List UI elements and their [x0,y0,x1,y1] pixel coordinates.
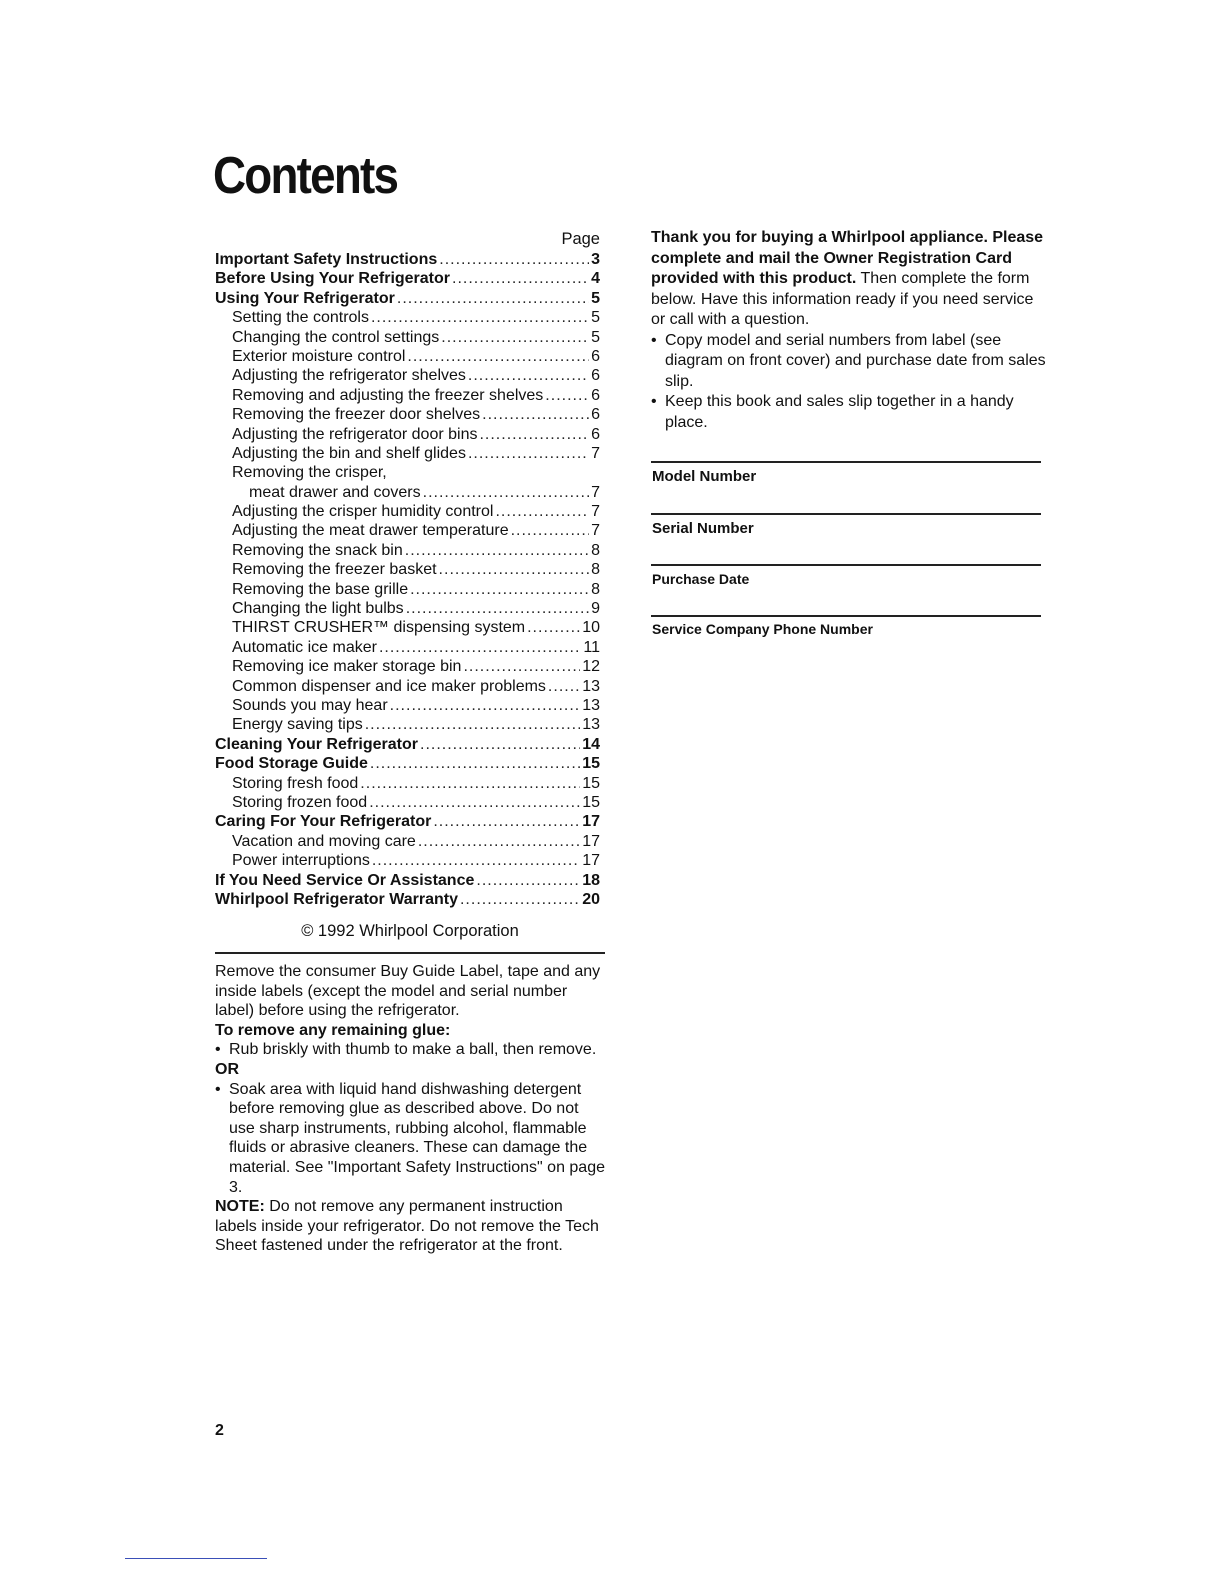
bullet-icon: • [215,1080,221,1098]
toc-leader-dots [439,560,590,579]
toc-entry-label: Changing the light bulbs [232,600,404,618]
toc-entry-page: 17 [582,852,600,870]
toc-entry-page: 7 [591,444,600,462]
toc-entry-page: 6 [591,347,600,365]
toc-entry-page: 6 [591,367,600,385]
toc-leader-dots [433,812,580,831]
toc-entry-label: Removing ice maker storage bin [232,658,462,676]
toc-entry-page: 20 [582,890,600,908]
toc-leader-dots [468,444,589,463]
toc-entry-page: 5 [591,309,600,327]
purchase-date-label: Purchase Date [652,571,750,587]
toc-leader-dots [460,890,580,909]
toc-entry-page: 18 [582,871,600,889]
registration-info [651,228,1046,433]
toc-entry-label: Removing the snack bin [232,541,403,559]
toc-leader-dots [452,269,589,288]
registration-intro [651,228,1046,331]
toc-entry-page: 6 [591,406,600,424]
toc-entry-page: 15 [582,774,600,792]
toc-entry [215,696,600,715]
toc-leader-dots [548,677,580,696]
service-phone-label: Service Company Phone Number [652,621,873,637]
toc-entry [215,463,600,482]
toc-entry [215,269,600,288]
glue-heading: To remove any remaining glue: [215,1021,451,1039]
toc-entry-label: Before Using Your Refrigerator [215,270,451,288]
toc-entry [215,715,600,734]
registration-bullet-2 [651,392,1046,433]
toc-leader-dots [407,347,589,366]
glue-bullet-2 [215,1080,607,1198]
toc-entry-label: Common dispenser and ice maker problems [232,677,546,695]
toc-entry [215,289,600,308]
toc-entry [215,521,600,540]
toc-entry [215,366,600,385]
toc-entry-label: Adjusting the refrigerator shelves [232,367,466,385]
toc-list [215,250,600,909]
toc-leader-dots [405,541,589,560]
toc-entry-page: 8 [591,561,600,579]
toc-entry [215,793,600,812]
toc-entry-label: Caring For Your Refrigerator [215,813,432,831]
toc-entry [215,618,600,637]
toc-entry-page: 6 [591,386,600,404]
toc-entry [215,754,600,773]
toc-entry [215,871,600,890]
bullet-icon: • [651,331,657,349]
toc-entry [215,444,600,463]
toc-page-header: Page [561,230,600,248]
serial-number-label: Serial Number [652,520,754,537]
toc-entry-label: Whirlpool Refrigerator Warranty [215,890,458,908]
toc-entry [215,502,600,521]
toc-entry-label: Food Storage Guide [215,755,368,773]
toc-leader-dots [495,502,589,521]
toc-entry-label: meat drawer and covers [249,483,421,501]
toc-entry [215,677,600,696]
toc-leader-dots [379,638,581,657]
toc-entry-page: 13 [582,716,600,734]
toc-entry-page: 13 [582,677,600,695]
toc-entry [215,735,600,754]
toc-entry-label: Cleaning Your Refrigerator [215,735,418,753]
scan-artifact-line [125,1558,267,1559]
toc-entry-label: Setting the controls [232,309,369,327]
toc-entry-page: 8 [591,580,600,598]
toc-leader-dots [360,774,580,793]
bullet-icon: • [215,1041,221,1059]
toc-entry-label: Automatic ice maker [232,638,377,656]
toc-entry [215,851,600,870]
toc-leader-dots [371,308,589,327]
copyright-notice: © 1992 Whirlpool Corporation [301,922,519,940]
toc-leader-dots [372,851,580,870]
toc-leader-dots [397,289,589,308]
toc-entry-label: Removing the freezer basket [232,561,437,579]
toc-entry-label: Removing the crisper, [232,464,387,482]
toc-leader-dots [527,618,580,637]
glue-bullet-2-text: Soak area with liquid hand dishwashing detergent before removing glue as described above. Do not use sharp instruments, rubbing alcohol, flammable fluids or abrasive cleaners. These can damage the material. See "Important Safety Instructions" on page 3. [229,1080,605,1196]
toc-entry-label: Sounds you may hear [232,696,388,714]
divider-rule [215,952,605,954]
toc-leader-dots [420,735,580,754]
toc-entry-page: 17 [582,832,600,850]
toc-leader-dots [511,521,590,540]
notes-intro: Remove the consumer Buy Guide Label, tape and any inside labels (except the model and serial number label) before using the refrigerator. [215,963,601,1020]
registration-bullet-2-text: Keep this book and sales slip together in a handy place. [665,393,1014,431]
model-number-line[interactable] [651,461,1041,463]
toc-leader-dots [482,405,589,424]
toc-leader-dots [365,715,580,734]
toc-entry-page: 14 [582,735,600,753]
toc-entry-page: 15 [582,755,600,773]
toc-entry [215,308,600,327]
toc-leader-dots [418,832,580,851]
service-phone-line[interactable] [651,615,1041,617]
toc-entry [215,580,600,599]
toc-entry-label: Removing the base grille [232,580,409,598]
purchase-date-line[interactable] [651,564,1041,566]
registration-bullet-1 [651,331,1046,393]
toc-entry [215,774,600,793]
toc-leader-dots [463,657,580,676]
toc-leader-dots [370,754,580,773]
toc-entry-label: Removing and adjusting the freezer shelves [232,386,544,404]
toc-entry [215,541,600,560]
toc-entry [215,832,600,851]
serial-number-line[interactable] [651,513,1041,515]
toc-leader-dots [423,483,589,502]
toc-entry-label: Removing the freezer door shelves [232,406,481,424]
toc-entry-label: Adjusting the bin and shelf glides [232,444,466,462]
note-paragraph [215,1197,607,1256]
toc-entry [215,347,600,366]
bullet-icon: • [651,393,657,410]
toc-leader-dots [479,425,589,444]
toc-entry-page: 4 [591,270,600,288]
toc-entry-label: Vacation and moving care [232,832,416,850]
toc-entry [215,890,600,909]
registration-bullet-1-text: Copy model and serial numbers from label (see diagram on front cover) and purchase date from sales slip. [665,331,1046,390]
toc-entry [215,328,600,347]
note-text: Do not remove any permanent instruction labels inside your refrigerator. Do not remove the Tech Sheet fastened under the refrigerator at the front. [215,1198,599,1255]
toc-entry-page: 17 [582,813,600,831]
note-label: NOTE: [215,1198,265,1216]
toc-entry [215,483,600,502]
toc-entry-label: Storing frozen food [232,793,368,811]
toc-entry-label: Adjusting the crisper humidity control [232,503,494,521]
toc-entry-label: Adjusting the meat drawer temperature [232,522,509,540]
toc-entry-page: 9 [591,600,600,618]
toc-entry-label: Energy saving tips [232,716,363,734]
toc-entry [215,386,600,405]
toc-entry-page: 7 [591,483,600,501]
toc-entry-page: 15 [582,793,600,811]
model-number-label: Model Number [652,468,757,485]
page-title: Contents [213,147,398,205]
toc-entry-page: 11 [583,638,600,656]
toc-entry-page: 3 [591,251,600,268]
toc-entry-page: 12 [582,658,600,676]
registration-normal: Then complete the form below. Have this information ready if you need service or call with a question. [651,270,1034,328]
toc-leader-dots [545,386,589,405]
toc-entry [215,405,600,424]
toc-leader-dots [439,250,589,269]
toc-entry-page: 5 [591,289,600,307]
toc-entry [215,812,600,831]
toc-entry [215,425,600,444]
table-of-contents [215,228,600,909]
toc-entry-label: Using Your Refrigerator [215,289,395,307]
registration-bold: Thank you for buying a Whirlpool appliance. Please complete and mail the Owner Registration Card provided with this product. [651,229,1044,287]
glue-bullet-1-text: Rub briskly with thumb to make a ball, then remove. [229,1041,597,1059]
toc-entry-label: THIRST CRUSHER™ dispensing system [232,619,526,637]
toc-leader-dots [406,599,589,618]
toc-entry-page: 7 [591,522,600,540]
toc-entry [215,599,600,618]
toc-entry [215,250,600,269]
toc-entry-page: 8 [591,541,600,559]
toc-entry [215,560,600,579]
toc-entry-label: Exterior moisture control [232,347,406,365]
toc-entry-label: Important Safety Instructions [215,251,438,268]
toc-entry [215,657,600,676]
page-number: 2 [215,1422,224,1439]
toc-leader-dots [468,366,589,385]
toc-entry-label: Storing fresh food [232,774,359,792]
toc-leader-dots [369,793,580,812]
toc-entry-page: 7 [591,503,600,521]
toc-leader-dots [441,328,589,347]
toc-entry-label: If You Need Service Or Assistance [215,871,475,889]
toc-entry [215,638,600,657]
toc-leader-dots [410,580,589,599]
toc-entry-page: 10 [582,619,600,637]
toc-entry-page: 5 [591,328,600,346]
toc-entry-label: Changing the control settings [232,328,440,346]
label-removal-notes [215,962,607,1256]
toc-entry-label: Adjusting the refrigerator door bins [232,425,478,443]
toc-entry-page: 13 [582,696,600,714]
toc-entry-label: Power interruptions [232,852,370,870]
or-label: OR [215,1060,239,1078]
toc-entry-page: 6 [591,425,600,443]
glue-bullet-1 [215,1040,607,1060]
toc-leader-dots [390,696,581,715]
toc-leader-dots [476,871,580,890]
